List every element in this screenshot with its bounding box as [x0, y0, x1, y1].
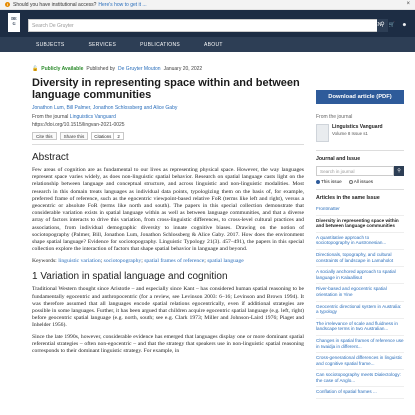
open-access-icon: 🔓 [32, 66, 39, 72]
alert-link[interactable]: Here's how to get it ... [98, 1, 147, 8]
article-doi[interactable]: https://doi.org/10.1515/lingvan-2021-0025 [32, 122, 125, 128]
nav-services[interactable]: SERVICES [88, 41, 117, 48]
download-pdf-button[interactable] [316, 90, 404, 104]
articles-list [316, 204, 404, 399]
journal-search [316, 166, 404, 176]
search-scope [316, 179, 404, 184]
article-toolbar [32, 132, 304, 140]
radio-all-issues[interactable] [349, 179, 373, 184]
from-journal-prefix: From the journal [32, 114, 69, 120]
article-main [32, 66, 304, 355]
nav-publications[interactable]: PUBLICATIONS [140, 41, 181, 48]
keyword-link[interactable]: linguistic variation [58, 258, 101, 265]
alert-text: Should you have institutional access? [13, 1, 97, 8]
cite-button[interactable]: Cite this [32, 132, 57, 140]
abstract-heading: Abstract [32, 152, 69, 163]
keyword-link[interactable]: sociotopography [103, 258, 142, 265]
radio-selected-icon [316, 180, 320, 184]
sidebar-divider [316, 189, 404, 190]
citations-badge[interactable] [91, 132, 124, 140]
radio-icon [349, 180, 353, 184]
close-icon[interactable]: × [406, 1, 410, 7]
citations-count: 2 [117, 134, 120, 139]
list-item[interactable]: Can sociotopography meets Dialectology: the case of Anglo... [316, 370, 404, 387]
list-item[interactable]: Geocentric directional system in Australia: a typology [316, 302, 404, 319]
article-authors[interactable]: Jonathon Lum, Bill Palmer, Jonathon Schlossberg and Alice Gaby [32, 105, 178, 111]
journal-volume: Volume 8 Issue s1 [332, 131, 368, 136]
list-item[interactable]: A socially anchored approach to spatial language in Kalaallisut [316, 267, 404, 284]
list-item[interactable]: A quantitative approach to sociotopography in Austronesian... [316, 233, 404, 250]
search-icon[interactable]: ⚲ [377, 19, 388, 32]
header-utilities [353, 22, 407, 28]
nav-about[interactable]: ABOUT [204, 41, 223, 48]
section-1-paragraph-2: Since the late 1990s, however, considerable evidence has emerged that languages display one or more dominant spatial referential strategies – often non-egocentric – and that the strategy that speakers use in non-linguistic spatial reasoning corresponds to their dominant linguistic strategy. For example, in [32, 333, 304, 355]
journal-cover [316, 124, 329, 142]
list-item[interactable]: Cross-generational differences in linguistic and cognitive spatial frame... [316, 353, 404, 370]
section-1-heading: 1 Variation in spatial language and cognition [32, 271, 228, 283]
publisher-link[interactable]: De Gruyter Mouton [118, 66, 161, 72]
list-item[interactable]: Diversity in representing space within and between language communities [316, 216, 404, 233]
nav-subjects[interactable]: SUBJECTS [36, 41, 65, 48]
list-item[interactable]: Frontmatter [316, 204, 404, 216]
section-1-paragraph-1: Traditional Western thought since Aristotle – and especially since Kant – has considered human spatial reasoning to be fundamentally egocentric and anthropocentric (for a review, see Levinson 2003: 6–16; Levinson and Brown 1994). It was therefore assumed that all languages encode spatial relations egocentrically, even if additional strategies are possible in some languages. Further, it has been argued that children acquire egocentric spatial language (e.g. left, right) before geocentric spatial language (e.g. north, south; see e.g. Clark 1973; Miller and Johnson-Laird 1976; Piaget and Inhelder 1956). [32, 286, 304, 329]
radio-this-issue[interactable] [316, 179, 342, 184]
list-item[interactable]: Conflation of spatial frames ... [316, 387, 404, 399]
citations-label: Citations [92, 133, 114, 139]
download-label: Download article (PDF) [328, 94, 392, 100]
keyword-link[interactable]: spatial frames of reference [144, 258, 205, 265]
logo-line-2: G [12, 21, 16, 26]
language-selector[interactable]: EN [374, 22, 382, 28]
keyword-link[interactable]: spatial language [207, 258, 244, 265]
search-icon[interactable]: ⚲ [394, 166, 404, 176]
article-sidebar [316, 90, 404, 399]
person-icon[interactable]: ☻ [401, 22, 407, 28]
journal-search-input[interactable]: Search in journal [316, 166, 394, 176]
from-journal [32, 114, 304, 120]
radio-all-issues-label: All issues [353, 179, 374, 184]
list-item[interactable]: Directionals, topography, and cultural constraints of landscape in Lamaholot [316, 250, 404, 267]
toolbar-divider [32, 144, 304, 145]
abstract-text: Few areas of cognition are as fundamental to our lives as representing physical space. However, the way languages represent space varies widely, as does non-linguistic spatial behavior. Research on spatial language casts light on the relationship between language and conceptual structure, and across linguistic and non-linguistic modalities. Most research in this domain treats languages as individual data points, typologizing them on the basis of, for example, preferred frame of reference, such as the egocentric viewpoint-based relative FoR (terms like left and right), versus a geocentric or absolute FoR (terms like north and south). The papers in this special collection demonstrate that considerable variation exists in spatial language within as well as between language communities, and that a diverse array of factors interacts to drive this variation, from cross-linguistic differences, to cross-level cultural practices and associations, from individual demographic diversity to innate cognitive biases. Drawing on the notion of sociotopography (Palmer, Bill, Jonathon Lum, Jonathon Schlossberg & Alice Gaby. 2017. How does the environment shape spatial language? Evidence for sociotopography. Linguistic Typology 21(3). 457–491), the papers in this special collection explore the interaction of factors that shape spatial behavior in language and beyond. [32, 167, 304, 253]
cart-icon[interactable]: 🛒 [388, 22, 395, 28]
main-nav [0, 37, 415, 52]
radio-this-issue-label: This issue [321, 179, 342, 184]
currency-selector[interactable]: $ USD [352, 22, 368, 28]
journal-card[interactable] [316, 124, 404, 142]
journal-issue-heading: Journal and Issue [316, 156, 361, 162]
open-access-label: Publicly Available [41, 66, 84, 72]
articles-heading: Articles in the same Issue [316, 195, 380, 201]
degruyter-logo[interactable] [8, 13, 20, 32]
warning-icon: ! [6, 2, 9, 7]
logo-line-1: DE [11, 16, 17, 21]
published-by-prefix: Published by [86, 66, 116, 72]
publication-date: January 20, 2022 [163, 66, 203, 72]
publication-info [32, 66, 304, 72]
list-item[interactable]: River-based and egocentric spatial orientation in Yine [316, 284, 404, 301]
keywords-label: Keywords: [32, 258, 57, 265]
from-journal-label: From the journal [316, 114, 353, 120]
list-item[interactable]: The irrelevance of scale and fluidness in landscape terms in two Australian... [316, 319, 404, 336]
institutional-access-alert [0, 0, 415, 10]
article-title: Diversity in representing space within and between language communities [32, 77, 300, 101]
site-search-input[interactable]: Search De Gruyter [28, 19, 386, 32]
list-item[interactable]: Changes in spatial frames of reference use in Iwaidja in different... [316, 336, 404, 353]
journal-link[interactable]: Linguistics Vanguard [69, 114, 116, 120]
journal-name: Linguistics Vanguard [332, 124, 383, 130]
sidebar-divider [316, 150, 404, 151]
share-button[interactable]: Share this [60, 132, 89, 140]
keywords: Keywords: linguistic variation; sociotopography; spatial frames of reference; spatial language [32, 258, 244, 265]
